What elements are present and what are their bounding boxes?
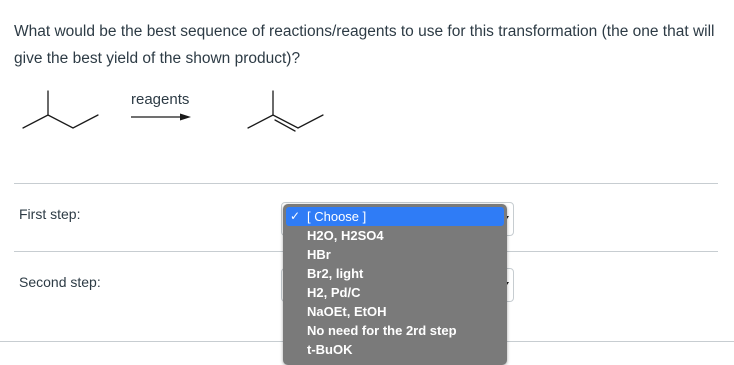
reaction-scheme <box>0 80 734 170</box>
divider <box>14 183 718 184</box>
first-step-label: First step: <box>19 206 81 222</box>
dropdown-option-t-buok[interactable]: t-BuOK <box>307 342 353 357</box>
dropdown-option-h2-pdc[interactable]: H2, Pd/C <box>307 285 361 300</box>
dropdown-option-br2-light[interactable]: Br2, light <box>307 266 364 281</box>
dropdown-option-naoet-etoh[interactable]: NaOEt, EtOH <box>307 304 387 319</box>
dropdown-option-hbr[interactable]: HBr <box>307 247 331 262</box>
checkmark-icon: ✓ <box>290 209 301 223</box>
question-text: What would be the best sequence of reactions/reagents to use for this transformation (the one that will give the best yield of the shown product)? <box>14 23 715 67</box>
dropdown-option-choose[interactable] <box>286 207 504 226</box>
second-step-label: Second step: <box>19 274 101 290</box>
reaction-arrow <box>131 114 191 121</box>
reactant-skeleton <box>23 115 98 128</box>
reactant-structure <box>23 91 98 128</box>
reagents-label: reagents <box>131 91 190 108</box>
first-step-dropdown-menu[interactable] <box>283 204 507 365</box>
product-structure <box>248 91 323 131</box>
dropdown-option-no-second-step[interactable]: No need for the 2rd step <box>307 323 457 338</box>
dropdown-option-label: [ Choose ] <box>307 209 367 224</box>
dropdown-option-h2o-h2so4[interactable]: H2O, H2SO4 <box>307 228 384 243</box>
